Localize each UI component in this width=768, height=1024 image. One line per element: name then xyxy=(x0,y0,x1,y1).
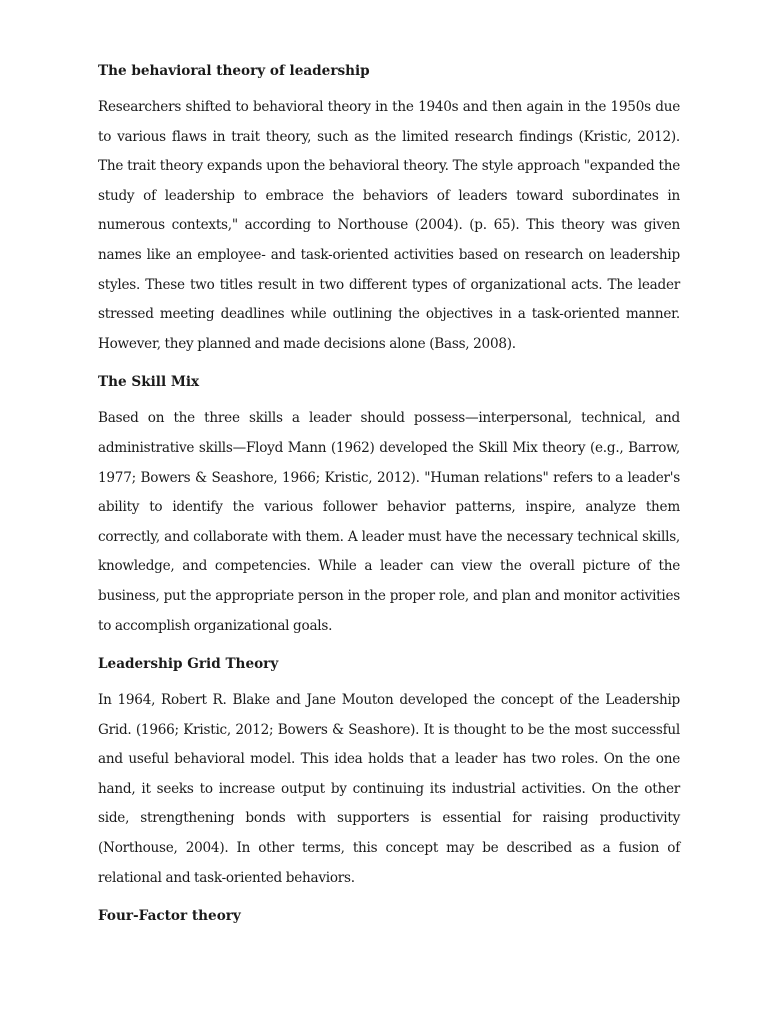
section-heading-four-factor: Four-Factor theory xyxy=(98,908,241,925)
section-heading-skill-mix: The Skill Mix xyxy=(98,374,200,391)
section-heading-leadership-grid: Leadership Grid Theory xyxy=(98,656,279,673)
section-paragraph-skill-mix: Based on the three skills a leader should possess—interpersonal, technical, and administrative skills—Floyd Mann (1962) developed the Skill Mix theory (e.g., Barrow, 1977; Bowers & Seashore, 1966; Kristic, 2012). "Human relations" refers to a leader's ability to identify the various follower behavior patterns, inspire, analyze them correctly, and collaborate with them. A leader must have the necessary technical skills, knowledge, and competencies. While a leader can view the overall picture of the business, put the appropriate person in the proper role, and plan and monitor activities to accomplish organizational goals. xyxy=(98,410,680,634)
section-heading-behavioral-theory: The behavioral theory of leadership xyxy=(98,63,370,79)
section-paragraph-behavioral-theory: Researchers shifted to behavioral theory in the 1940s and then again in the 1950s due to various flaws in trait theory, such as the limited research findings (Kristic, 2012). The trait theory expands upon the behavioral theory. The style approach "expanded the study of leadership to embrace the behaviors of leaders toward subordinates in numerous contexts," according to Northouse (2004). (p. 65). This theory was given names like an employee- and task-oriented activities based on research on leadership styles. These two titles result in two different types of organizational acts. The leader stressed meeting deadlines while outlining the objectives in a task-oriented manner. However, they planned and made decisions alone (Bass, 2008). xyxy=(98,99,680,352)
section-paragraph-leadership-grid: In 1964, Robert R. Blake and Jane Mouton developed the concept of the Leadership Grid. (1966; Kristic, 2012; Bowers & Seashore). It is thought to be the most successful and useful behavioral model. This idea holds that a leader has two roles. On the one hand, it seeks to increase output by continuing its industrial activities. On the other side, strengthening bonds with supporters is essential for raising productivity (Northouse, 2004). In other terms, this concept may be described as a fusion of relational and task-oriented behaviors. xyxy=(98,692,680,886)
document-page xyxy=(98,56,680,931)
